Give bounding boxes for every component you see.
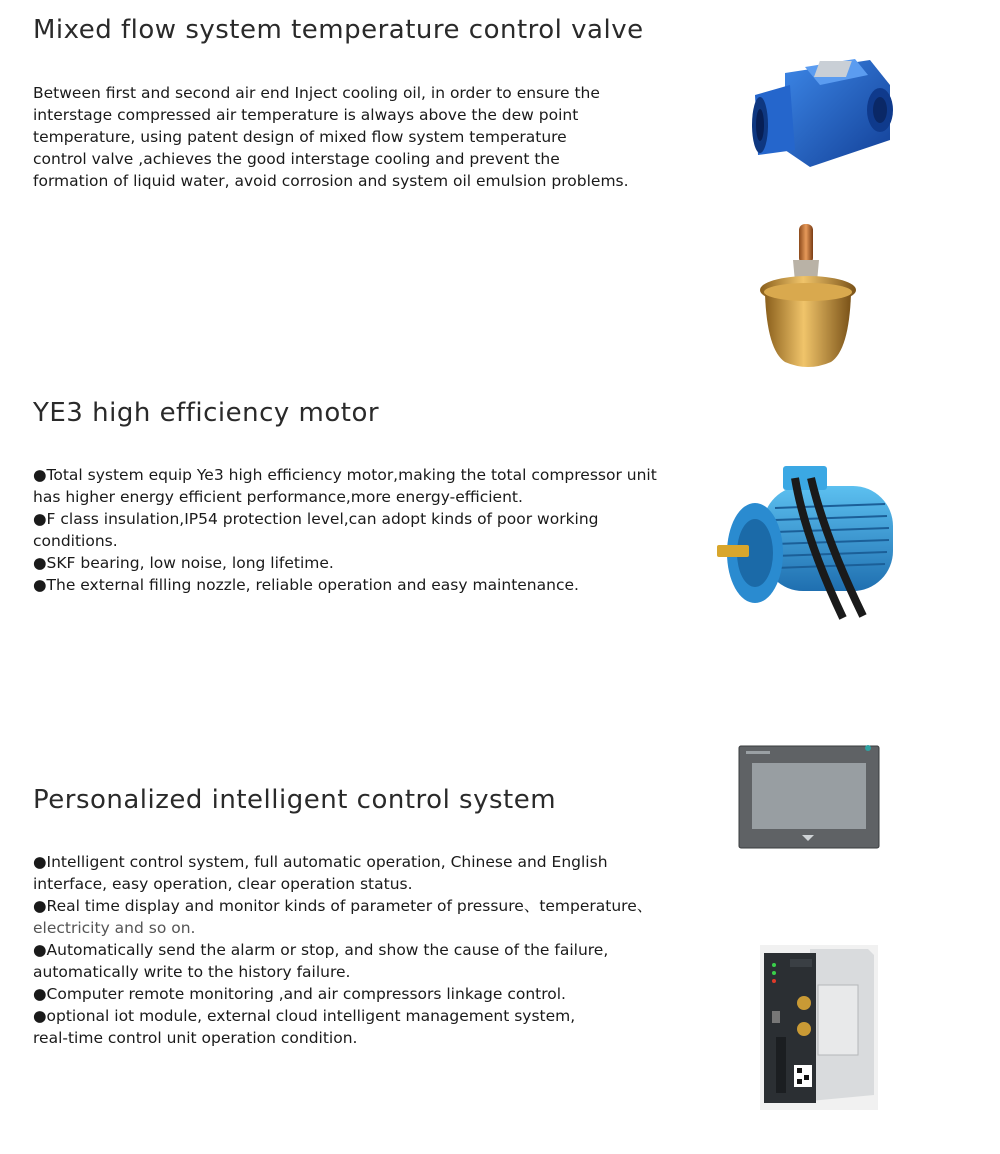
text-line: real-time control unit operation condition. (33, 1029, 358, 1047)
text-line: conditions. (33, 532, 118, 550)
section-title-valve: Mixed flow system temperature control valve (33, 15, 644, 45)
text-line: interface, easy operation, clear operation status. (33, 875, 413, 893)
blue-valve-image (750, 55, 895, 173)
text-line: control valve ,achieves the good interstage cooling and prevent the (33, 150, 560, 168)
section-title-control: Personalized intelligent control system (33, 785, 557, 815)
text-line: ●Computer remote monitoring ,and air compressors linkage control. (33, 985, 566, 1003)
iot-module-image (760, 945, 878, 1110)
touchscreen-panel-image (738, 745, 880, 849)
section-title-motor: YE3 high efficiency motor (33, 398, 380, 428)
blue-motor-image (715, 458, 905, 623)
text-line: ●F class insulation,IP54 protection level,can adopt kinds of poor working (33, 510, 599, 528)
text-line: ●optional iot module, external cloud intelligent management system, (33, 1007, 576, 1025)
text-line: ●Total system equip Ye3 high efficiency motor,making the total compressor unit (33, 466, 657, 484)
section-text-valve (33, 82, 629, 192)
text-line: ●The external filling nozzle, reliable operation and easy maintenance. (33, 576, 579, 594)
text-line: electricity and so on. (33, 919, 196, 937)
brass-thermostat-image (755, 220, 865, 372)
text-line: automatically write to the history failure. (33, 963, 351, 981)
text-line: has higher energy efficient performance,more energy-efficient. (33, 488, 523, 506)
text-line: formation of liquid water, avoid corrosion and system oil emulsion problems. (33, 172, 629, 190)
section-text-control (33, 851, 652, 1049)
text-line: ●SKF bearing, low noise, long lifetime. (33, 554, 334, 572)
text-line: ●Automatically send the alarm or stop, and show the cause of the failure, (33, 941, 609, 959)
text-line: ●Real time display and monitor kinds of parameter of pressure、temperature、 (33, 897, 653, 915)
text-line: interstage compressed air temperature is always above the dew point (33, 106, 579, 124)
section-text-motor (33, 464, 657, 596)
text-line: ●Intelligent control system, full automatic operation, Chinese and English (33, 853, 608, 871)
text-line: temperature, using patent design of mixed flow system temperature (33, 128, 567, 146)
text-line: Between first and second air end Inject cooling oil, in order to ensure the (33, 84, 600, 102)
